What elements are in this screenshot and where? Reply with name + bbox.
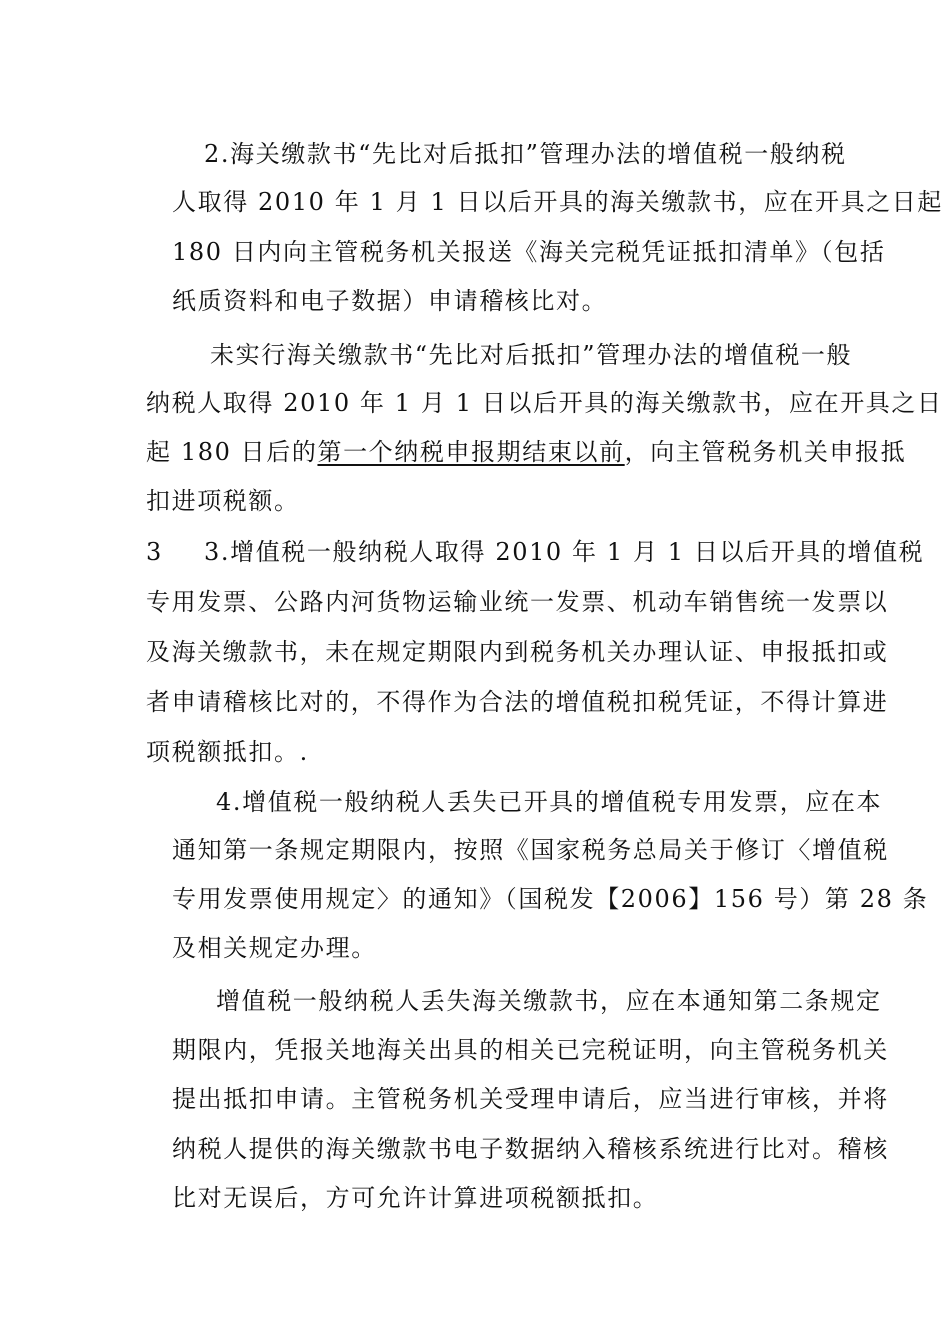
text-line: 4.增值税一般纳税人丢失已开具的增值税专用发票，应在本 xyxy=(216,788,883,816)
text-line: 期限内，凭报关地海关出具的相关已完税证明，向主管税务机关 xyxy=(172,1036,889,1064)
text-line: 通知第一条规定期限内，按照《国家税务总局关于修订〈增值税 xyxy=(172,836,889,864)
underlined-phrase: 第一个纳税申报期结束以前 xyxy=(317,438,625,466)
text-line: 未实行海关缴款书“先比对后抵扣”管理办法的增值税一般 xyxy=(210,341,853,369)
text-segment: ，向主管税务机关申报抵 xyxy=(624,438,907,466)
text-line: 专用发票、公路内河货物运输业统一发票、机动车销售统一发票以 xyxy=(146,588,889,616)
text-line: 及海关缴款书，未在规定期限内到税务机关办理认证、申报抵扣或 xyxy=(146,638,889,666)
text-line: 增值税一般纳税人丢失海关缴款书，应在本通知第二条规定 xyxy=(216,987,882,1015)
text-line: 及相关规定办理。 xyxy=(172,934,377,962)
text-line: 提出抵扣申请。主管税务机关受理申请后，应当进行审核，并将 xyxy=(172,1085,889,1113)
text-line: 2.海关缴款书“先比对后抵扣”管理办法的增值税一般纳税 xyxy=(204,140,847,168)
text-line: 纳税人取得 2010 年 1 月 1 日以后开具的海关缴款书，应在开具之日 xyxy=(146,389,943,417)
text-line: 180 日内向主管税务机关报送《海关完税凭证抵扣清单》（包括 xyxy=(172,238,886,266)
text-line: 纸质资料和电子数据）申请稽核比对。 xyxy=(172,287,608,315)
text-line: 扣进项税额。 xyxy=(146,487,300,515)
text-line: 项税额抵扣。. xyxy=(146,738,309,766)
text-line: 比对无误后，方可允许计算进项税额抵扣。 xyxy=(172,1184,659,1212)
text-line: 者申请稽核比对的，不得作为合法的增值税扣税凭证，不得计算进 xyxy=(146,688,889,716)
text-line xyxy=(146,436,906,468)
margin-marker: 3 xyxy=(146,538,162,566)
text-line: 纳税人提供的海关缴款书电子数据纳入稽核系统进行比对。稽核 xyxy=(172,1135,889,1163)
text-segment: 起 180 日后的 xyxy=(146,438,318,466)
text-line: 3.增值税一般纳税人取得 2010 年 1 月 1 日以后开具的增值税 xyxy=(204,538,925,566)
text-line: 专用发票使用规定〉的通知》（国税发【2006】156 号）第 28 条 xyxy=(172,885,929,913)
text-line: 人取得 2010 年 1 月 1 日以后开具的海关缴款书，应在开具之日起 xyxy=(172,188,943,216)
